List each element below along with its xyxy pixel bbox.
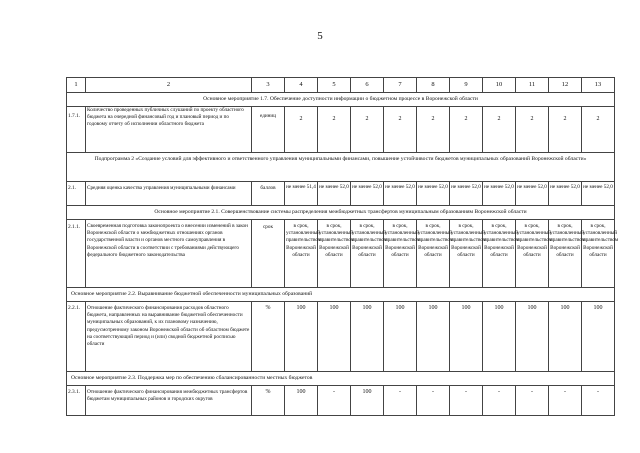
value-cell: 100 [285, 386, 318, 416]
header-cell: 2 [86, 78, 252, 93]
section-row [67, 93, 615, 107]
row-number: 2.2.1. [67, 302, 86, 372]
section-row [67, 153, 615, 182]
header-cell: 9 [450, 78, 483, 93]
header-cell: 12 [549, 78, 582, 93]
section-title: Основное мероприятие 2.1. Совершенствование системы распределения межбюджетных трансфертов муниципальным образованиям Воронежской области [67, 206, 615, 220]
value-cell: - [483, 386, 516, 416]
section-row [67, 288, 615, 302]
value-cell: 100 [351, 386, 384, 416]
value-cell: 2 [351, 107, 384, 153]
header-cell: 5 [318, 78, 351, 93]
column-number-row [67, 78, 615, 93]
section-row [67, 206, 615, 220]
value-cell: - [384, 386, 417, 416]
value-cell: 2 [549, 107, 582, 153]
value-cell: 2 [285, 107, 318, 153]
value-cell: не менее 52,0 [351, 182, 384, 206]
unit-cell: срок [252, 220, 285, 288]
value-cell: 100 [285, 302, 318, 372]
table-row [67, 386, 615, 416]
unit-cell: % [252, 386, 285, 416]
value-cell: в срок, установленный правительством Воронежской области [318, 220, 351, 288]
value-cell: не менее 52,0 [516, 182, 549, 206]
value-cell: 100 [450, 302, 483, 372]
value-cell: - [516, 386, 549, 416]
value-cell: в срок, установленный правительством Воронежской области [351, 220, 384, 288]
header-cell: 6 [351, 78, 384, 93]
value-cell: 100 [549, 302, 582, 372]
section-title: Основное мероприятие 1.7. Обеспечение доступности информации о бюджетном процессе в Воронежской области [67, 93, 615, 107]
value-cell: не менее 52,0 [417, 182, 450, 206]
table-row [67, 220, 615, 288]
value-cell: не менее 51,4 [285, 182, 318, 206]
value-cell: 2 [384, 107, 417, 153]
header-cell: 4 [285, 78, 318, 93]
value-cell: не менее 52,0 [384, 182, 417, 206]
value-cell: в срок, установленный правительством Воронежской области [516, 220, 549, 288]
value-cell: 2 [450, 107, 483, 153]
value-cell: 100 [351, 302, 384, 372]
indicators-table [66, 77, 619, 416]
header-cell: 7 [384, 78, 417, 93]
row-number: 2.1. [67, 182, 86, 206]
value-cell: не менее 52,0 [318, 182, 351, 206]
value-cell: 2 [483, 107, 516, 153]
section-row [67, 372, 615, 386]
indicator-name: Своевременная подготовка законопроекта о внесении изменений в закон Воронежской области о межбюджетных отношениях органов государственной власти и органов местного самоуправления в Воронежской области в соответствии с требованиями действующего федерального бюджетного законодательства [86, 220, 252, 288]
indicator-name: Количество проведенных публичных слушаний по проекту областного бюджета на очередной финансовый год и плановый период и по годовому отчету об исполнении областного бюджета [86, 107, 252, 153]
value-cell: - [450, 386, 483, 416]
indicator-name: Отношение фактического финансирования расходов областного бюджета, направленных на выравнивание бюджетной обеспеченности муниципальных образований, к их плановому назначению, предусмотренному законом Воронежской области об областном бюджете на соответствующий период и (или) сводной бюджетной росписью области [86, 302, 252, 372]
indicator-name: Средняя оценка качества управления муниципальными финансами [86, 182, 252, 206]
value-cell: 100 [384, 302, 417, 372]
row-number: 2.3.1. [67, 386, 86, 416]
section-title: Основное мероприятие 2.2. Выравнивание бюджетной обеспеченности муниципальных образований [67, 288, 615, 302]
header-cell: 8 [417, 78, 450, 93]
value-cell: - [417, 386, 450, 416]
value-cell: не менее 52,0 [582, 182, 615, 206]
value-cell: - [549, 386, 582, 416]
unit-cell: баллов [252, 182, 285, 206]
value-cell: 2 [516, 107, 549, 153]
unit-cell: единиц [252, 107, 285, 153]
header-cell: 11 [516, 78, 549, 93]
value-cell: в срок, установленный правительством Воронежской области [483, 220, 516, 288]
value-cell: 100 [417, 302, 450, 372]
table-row [67, 302, 615, 372]
value-cell: 100 [582, 302, 615, 372]
row-number: 1.7.1. [67, 107, 86, 153]
section-title: Основное мероприятие 2.3. Поддержка мер по обеспечению сбалансированности местных бюджетов [67, 372, 615, 386]
header-cell: 3 [252, 78, 285, 93]
value-cell: 100 [516, 302, 549, 372]
value-cell: в срок, установленный правительством Воронежской области [582, 220, 615, 288]
value-cell: 100 [318, 302, 351, 372]
row-number: 2.1.1. [67, 220, 86, 288]
header-cell: 1 [67, 78, 86, 93]
header-cell: 10 [483, 78, 516, 93]
indicator-name: Отношение фактического финансирования межбюджетных трансфертов бюджетам муниципальных районов и городских округов [86, 386, 252, 416]
value-cell: не менее 52,0 [549, 182, 582, 206]
value-cell: 2 [417, 107, 450, 153]
value-cell: не менее 52,0 [483, 182, 516, 206]
value-cell: в срок, установленный правительством Воронежской области [384, 220, 417, 288]
value-cell: в срок, установленный правительством Воронежской области [450, 220, 483, 288]
value-cell: 2 [318, 107, 351, 153]
value-cell: в срок, установленный правительством Воронежской области [417, 220, 450, 288]
value-cell: в срок, установленный правительством Воронежской области [285, 220, 318, 288]
value-cell: - [582, 386, 615, 416]
subprogram-title: Подпрограмма 2 «Создание условий для эффективного и ответственного управления муниципальными финансами, повышение устойчивости бюджетов муниципальных образований Воронежской области» [67, 153, 615, 182]
unit-cell: % [252, 302, 285, 372]
value-cell: не менее 52,0 [450, 182, 483, 206]
page-number: 5 [317, 30, 323, 42]
value-cell: 2 [582, 107, 615, 153]
value-cell: 100 [483, 302, 516, 372]
header-cell: 13 [582, 78, 615, 93]
value-cell: в срок, установленный правительством Воронежской области [549, 220, 582, 288]
value-cell: - [318, 386, 351, 416]
table-row [67, 107, 615, 153]
table-row [67, 182, 615, 206]
